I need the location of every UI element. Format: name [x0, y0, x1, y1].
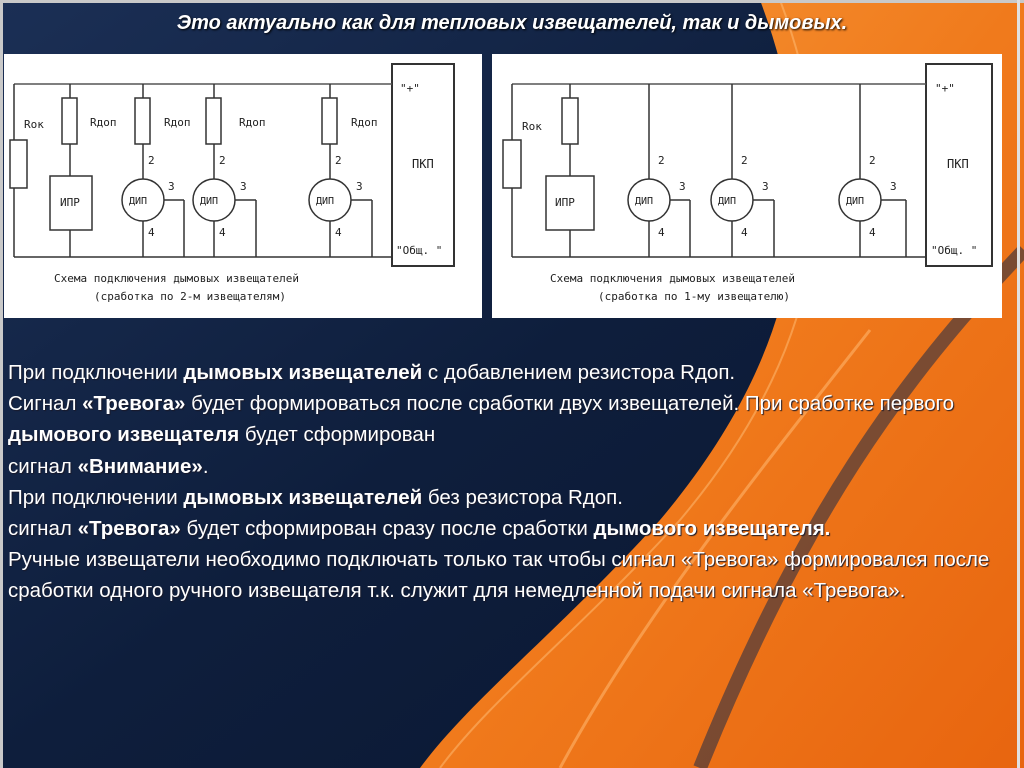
pin4-label-2: 4 [741, 226, 748, 239]
caption-line-1: Схема подключения дымовых извещателей [54, 272, 300, 285]
pin4-label-3: 4 [335, 226, 342, 239]
dip-label-1: ДИП [129, 196, 148, 207]
diagram-panel-right [492, 54, 1002, 318]
dip-label-3: ДИП [316, 196, 335, 207]
pin3-label-2: 3 [240, 180, 247, 193]
rdop-label-2: Rдоп [164, 116, 191, 129]
pin2-label-2: 2 [741, 154, 748, 167]
caption-line-2: (сработка по 2-м извещателям) [94, 290, 287, 303]
rok-label: Rок [522, 120, 542, 133]
rdop-label-3: Rдоп [239, 116, 266, 129]
paragraph-1: При подключении дымовых извещателей с добавлением резистора Rдоп. [8, 361, 736, 384]
paragraph-2: Сигнал «Тревога» будет формироваться после сработки двух извещателей. При сработке первого дымового извещателя будет сформирован [8, 392, 955, 447]
pin2-label-3: 2 [869, 154, 876, 167]
circuit-diagram-two-detectors [4, 54, 482, 318]
pkp-common-label: "Общ. " [931, 244, 978, 257]
pin2-label-3: 2 [335, 154, 342, 167]
dip-label-3: ДИП [846, 196, 865, 207]
paragraph-6: Ручные извещатели необходимо подключать только так чтобы сигнал «Тревога» формировался после сработки одного ручного извещателя т.к. служит для немедленной подачи сигнала «Тревога». [8, 548, 990, 603]
paragraph-4: При подключении дымовых извещателей без резистора Rдоп. [8, 485, 623, 509]
pin2-label-1: 2 [148, 154, 155, 167]
pin3-label-1: 3 [168, 180, 175, 193]
paragraph-3: сигнал «Внимание». [8, 454, 209, 478]
pkp-plus-label: "+" [935, 82, 955, 95]
pin3-label-3: 3 [890, 180, 897, 193]
caption-line-2: (сработка по 1-му извещателю) [598, 290, 791, 303]
dip-label-2: ДИП [718, 196, 737, 207]
pkp-label: ПКП [412, 157, 434, 171]
circuit-diagram-one-detector [492, 54, 1002, 318]
diagram-panel-left [4, 54, 482, 318]
pin3-label-1: 3 [679, 180, 686, 193]
pkp-label: ПКП [947, 157, 969, 171]
slide-title: Это актуально как для тепловых извещателей, так и дымовых. [176, 12, 848, 34]
rok-label: Rок [24, 118, 44, 131]
ipr-label: ИПР [555, 196, 575, 209]
dip-label-2: ДИП [200, 196, 219, 207]
rdop-label-1: Rдоп [90, 116, 117, 129]
paragraph-5: сигнал «Тревога» будет сформирован сразу после сработки дымового извещателя. [8, 517, 831, 541]
pin2-label-2: 2 [219, 154, 226, 167]
explanation-text [8, 357, 1008, 607]
pin4-label-1: 4 [148, 226, 155, 239]
pin4-label-3: 4 [869, 226, 876, 239]
dip-label-1: ДИП [635, 196, 654, 207]
ipr-label: ИПР [60, 196, 80, 209]
pkp-plus-label: "+" [400, 82, 420, 95]
pin3-label-2: 3 [762, 180, 769, 193]
pin4-label-1: 4 [658, 226, 665, 239]
pin2-label-1: 2 [658, 154, 665, 167]
caption-line-1: Схема подключения дымовых извещателей [550, 272, 796, 285]
rdop-label-4: Rдоп [351, 116, 378, 129]
pin4-label-2: 4 [219, 226, 226, 239]
pin3-label-3: 3 [356, 180, 363, 193]
pkp-common-label: "Общ. " [396, 244, 443, 257]
